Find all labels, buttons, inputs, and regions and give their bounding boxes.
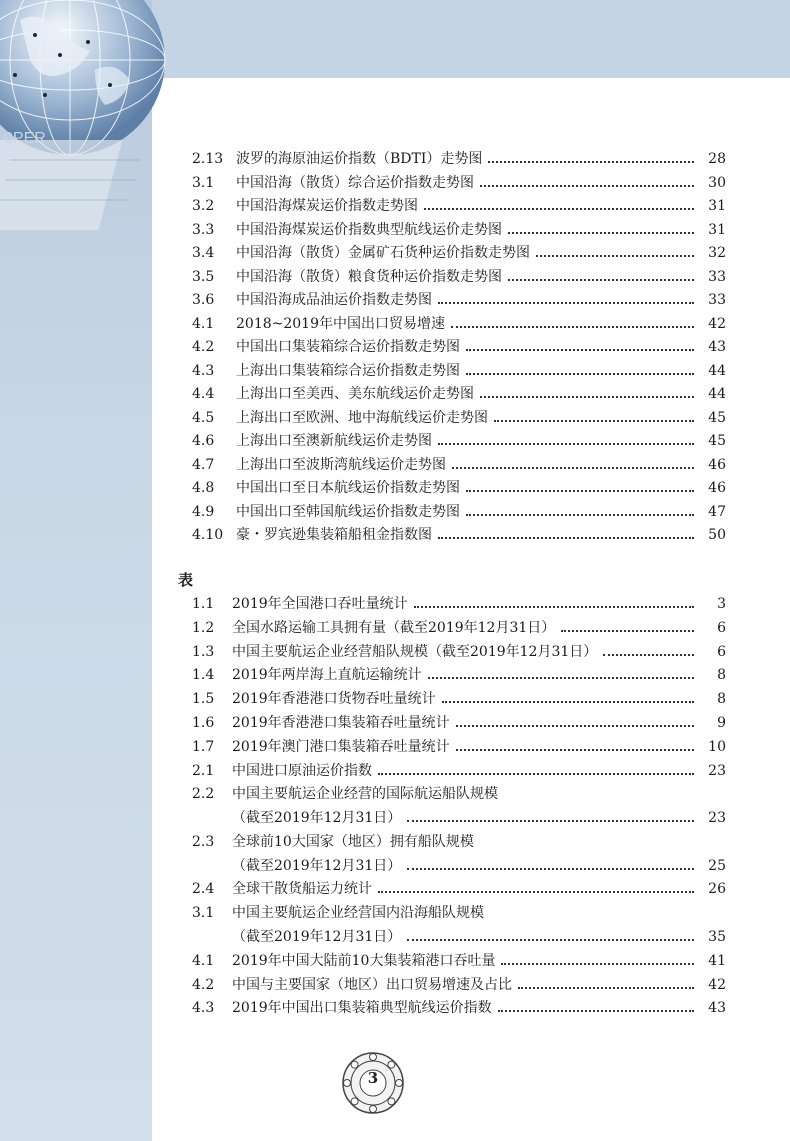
entry-title: 豪・罗宾逊集装箱船租金指数图 [236, 527, 432, 543]
list-item [192, 313, 726, 335]
entry-page: 35 [708, 929, 726, 946]
list-item-continuation [192, 855, 726, 877]
entry-title: 2019年香港港口集装箱吞吐量统计 [232, 715, 450, 731]
page-number-badge [335, 1045, 411, 1121]
dot-leader [451, 326, 694, 328]
dot-leader [466, 514, 694, 516]
dot-leader [466, 373, 694, 375]
dot-leader [438, 537, 694, 539]
entry-title: 上海出口至澳新航线运价走势图 [236, 433, 432, 449]
entry-number: 4.10 [192, 527, 224, 543]
entry-page: 32 [708, 245, 726, 261]
entry-number: 1.6 [192, 715, 215, 731]
dot-leader [508, 279, 694, 281]
entry-number: 4.3 [192, 1000, 215, 1017]
entry-title: 2018~2019年中国出口贸易增速 [236, 315, 445, 332]
entry-page: 50 [708, 527, 726, 543]
entry-title: 中国出口集装箱综合运价指数走势图 [236, 339, 460, 355]
list-item [192, 383, 726, 405]
entry-title: 中国主要航运企业经营国内沿海船队规模 [232, 905, 484, 922]
entry-page: 8 [717, 667, 726, 684]
dot-leader [378, 891, 694, 893]
list-item [192, 974, 726, 996]
entry-number: 4.4 [192, 386, 215, 402]
entry-page: 28 [708, 151, 726, 167]
entry-title-continuation: （截至2019年12月31日） [232, 929, 402, 946]
entry-number: 1.4 [192, 667, 215, 684]
list-item-continuation [192, 926, 726, 948]
entry-title: 上海出口至欧洲、地中海航线运价走势图 [236, 409, 488, 426]
list-item [192, 360, 726, 382]
entry-page: 26 [708, 881, 726, 898]
dot-leader [603, 654, 694, 656]
dot-leader [480, 396, 694, 398]
entry-title: 全球前10大国家（地区）拥有船队规模 [232, 833, 474, 850]
entry-title: 2019年香港港口货物吞吐量统计 [232, 691, 436, 708]
entry-title: 中国沿海（散货）金属矿石货种运价指数走势图 [236, 245, 530, 261]
entry-title: 上海出口至美西、美东航线运价走势图 [236, 386, 474, 402]
entry-title: 中国沿海（散货）粮食货种运价指数走势图 [236, 268, 502, 285]
list-item [192, 407, 726, 429]
list-item [192, 336, 726, 358]
dot-leader [424, 208, 694, 210]
entry-number: 4.1 [192, 315, 215, 332]
entry-page: 10 [708, 738, 726, 755]
entry-number: 4.9 [192, 503, 215, 520]
entry-title: 上海出口集装箱综合运价指数走势图 [236, 362, 460, 379]
list-item [192, 430, 726, 452]
entry-page: 46 [708, 456, 726, 473]
entry-page: 42 [708, 315, 726, 332]
entry-title: 中国主要航运企业经营的国际航运船队规模 [232, 786, 498, 803]
entry-number: 2.2 [192, 786, 215, 803]
entry-page: 44 [708, 386, 726, 402]
list-item [192, 783, 726, 805]
page-number: 3 [367, 1069, 379, 1087]
list-item [192, 712, 726, 734]
entry-title: 波罗的海原油运价指数（BDTI）走势图 [236, 151, 483, 167]
dot-leader [508, 232, 694, 234]
entry-number: 3.5 [192, 268, 215, 285]
entry-number: 3.4 [192, 245, 215, 261]
entry-number: 3.1 [192, 174, 215, 191]
entry-number: 2.4 [192, 881, 215, 898]
entry-page: 43 [708, 339, 726, 355]
dot-leader [536, 255, 694, 257]
dot-leader [480, 185, 694, 187]
list-item [192, 831, 726, 853]
dot-leader [456, 749, 694, 751]
entry-title: 全球干散货船运力统计 [232, 881, 372, 898]
entry-title: 中国沿海煤炭运价指数走势图 [236, 198, 418, 214]
entry-page: 6 [717, 643, 726, 660]
dot-leader [452, 467, 694, 469]
entry-title: 中国沿海煤炭运价指数典型航线运价走势图 [236, 221, 502, 238]
list-item [192, 195, 726, 217]
entry-title: 中国主要航运企业经营船队规模（截至2019年12月31日） [232, 643, 598, 660]
entry-number: 2.1 [192, 762, 215, 779]
dot-leader [407, 868, 694, 870]
list-item [192, 454, 726, 476]
entry-page: 41 [708, 952, 726, 969]
entry-page: 45 [708, 409, 726, 426]
entry-title: 中国沿海成品油运价指数走势图 [236, 292, 432, 308]
dot-leader [456, 725, 694, 727]
entry-number: 3.1 [192, 905, 215, 922]
list-item [192, 501, 726, 523]
entry-page: 33 [708, 292, 726, 308]
dot-leader [488, 161, 694, 163]
list-item [192, 172, 726, 194]
entry-page: 23 [708, 810, 726, 827]
entry-page: 47 [708, 503, 726, 520]
entry-page: 44 [708, 362, 726, 379]
list-item [192, 266, 726, 288]
dot-leader [466, 349, 694, 351]
tables-heading: 表 [178, 571, 194, 589]
entry-page: 46 [708, 480, 726, 496]
entry-number: 3.2 [192, 198, 215, 214]
entry-page: 33 [708, 268, 726, 285]
list-item [192, 617, 726, 639]
entry-title: 2019年澳门港口集装箱吞吐量统计 [232, 738, 450, 755]
entry-number: 3.6 [192, 292, 215, 308]
entry-number: 4.2 [192, 339, 215, 355]
entry-number: 4.8 [192, 480, 215, 496]
entry-number: 4.2 [192, 976, 215, 993]
list-item [192, 641, 726, 663]
list-item [192, 950, 726, 972]
entry-page: 45 [708, 433, 726, 449]
entry-title: 中国进口原油运价指数 [232, 762, 372, 779]
entry-title: 中国出口至韩国航线运价指数走势图 [236, 503, 460, 520]
entry-number: 1.1 [192, 596, 215, 612]
entry-number: 4.1 [192, 952, 215, 969]
entry-title: 中国出口至日本航线运价指数走势图 [236, 480, 460, 496]
dot-leader [378, 773, 694, 775]
list-item [192, 219, 726, 241]
entry-page: 43 [708, 1000, 726, 1017]
dot-leader [501, 963, 694, 965]
entry-number: 1.7 [192, 738, 215, 755]
entry-page: 31 [708, 221, 726, 238]
entry-title: 2019年中国出口集装箱典型航线运价指数 [232, 1000, 492, 1017]
dot-leader [442, 701, 694, 703]
entry-title: 全国水路运输工具拥有量（截至2019年12月31日） [232, 619, 556, 636]
list-item [192, 524, 726, 546]
list-item [192, 289, 726, 311]
entry-number: 2.13 [192, 151, 224, 167]
entry-page: 30 [708, 174, 726, 191]
entry-title: 中国沿海（散货）综合运价指数走势图 [236, 174, 474, 191]
dot-leader [466, 490, 694, 492]
dot-leader [438, 443, 694, 445]
entry-title: 2019年中国大陆前10大集装箱港口吞吐量 [232, 952, 496, 969]
entry-page: 3 [717, 596, 726, 612]
list-item [192, 688, 726, 710]
list-item [192, 477, 726, 499]
entry-page: 9 [717, 715, 726, 731]
dot-leader [428, 677, 694, 679]
entry-number: 1.3 [192, 643, 215, 660]
entry-number: 4.7 [192, 456, 215, 473]
entry-page: 42 [708, 976, 726, 993]
list-item [192, 593, 726, 615]
entry-number: 2.3 [192, 833, 215, 850]
entry-title: 2019年两岸海上直航运输统计 [232, 667, 422, 684]
dot-leader [561, 630, 694, 632]
dot-leader [438, 302, 694, 304]
entry-number: 4.3 [192, 362, 215, 379]
entry-title-continuation: （截至2019年12月31日） [232, 810, 402, 827]
entry-title: 2019年全国港口吞吐量统计 [232, 596, 408, 612]
dot-leader [407, 939, 694, 941]
entry-page: 23 [708, 762, 726, 779]
dot-leader [498, 1010, 694, 1012]
list-item [192, 902, 726, 924]
entry-number: 1.2 [192, 619, 215, 636]
list-item [192, 242, 726, 264]
list-item [192, 878, 726, 900]
entry-page: 31 [708, 198, 726, 214]
entry-number: 1.5 [192, 691, 215, 708]
list-item [192, 997, 726, 1019]
entry-number: 4.5 [192, 409, 215, 426]
entry-title-continuation: （截至2019年12月31日） [232, 857, 402, 874]
entry-number: 3.3 [192, 221, 215, 238]
svg-text:0PER: 0PER [4, 130, 46, 147]
entry-number: 4.6 [192, 433, 215, 449]
dot-leader [407, 820, 694, 822]
entry-page: 25 [708, 857, 726, 874]
list-item [192, 760, 726, 782]
entry-page: 8 [717, 691, 726, 708]
list-item-continuation [192, 807, 726, 829]
dot-leader [414, 606, 694, 608]
entry-title: 上海出口至波斯湾航线运价走势图 [236, 456, 446, 473]
list-item [192, 148, 726, 170]
dot-leader [518, 987, 694, 989]
entry-page: 6 [717, 619, 726, 636]
dot-leader [494, 420, 694, 422]
entry-title: 中国与主要国家（地区）出口贸易增速及占比 [232, 976, 512, 993]
list-item [192, 736, 726, 758]
list-item [192, 664, 726, 686]
